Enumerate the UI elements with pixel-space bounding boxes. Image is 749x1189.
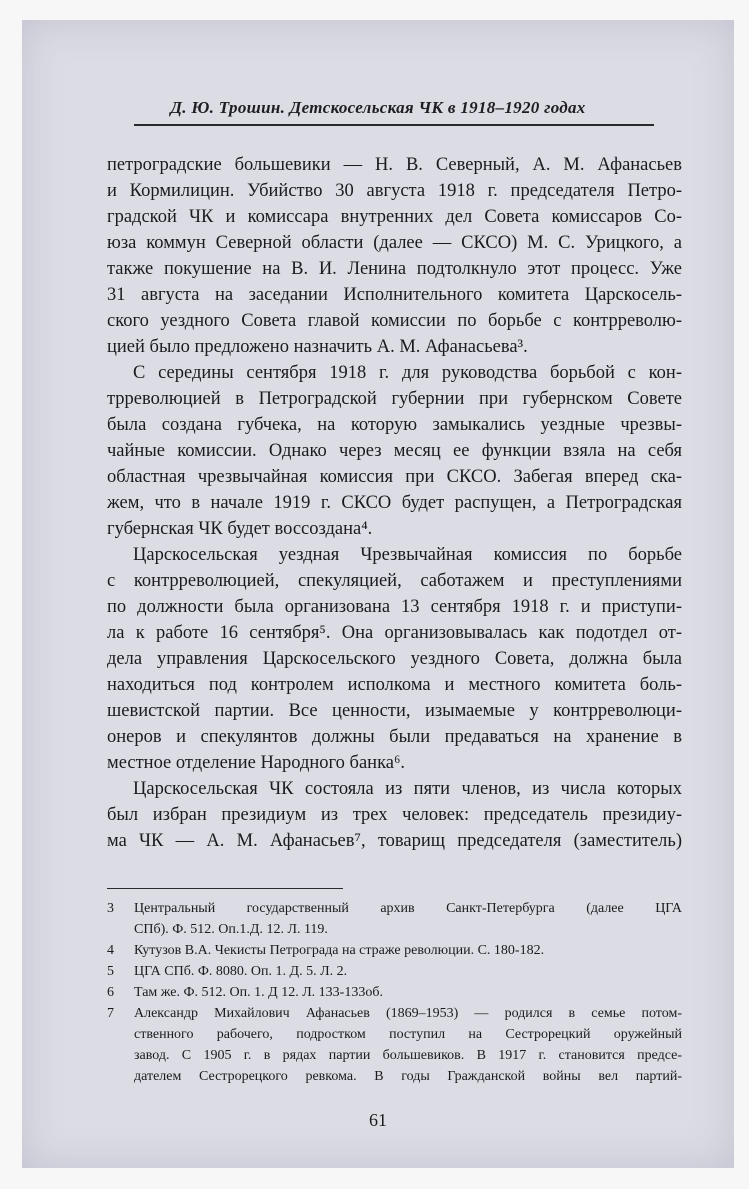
footnotes: [107, 898, 682, 1087]
footnote-line: Центральный государственный архив Санкт-Петербурга (далее ЦГА: [134, 901, 682, 916]
text-line: ма ЧК — А. М. Афанасьев⁷, товарищ председателя (заместитель): [107, 831, 682, 851]
paragraph: [107, 542, 682, 776]
text-line: областная чрезвычайная комиссия при СКСО. Забегая вперед ска-: [107, 467, 682, 487]
footnote-line: завод. С 1905 г. в рядах партии большевиков. В 1917 г. становится предсе-: [134, 1048, 682, 1063]
text-line: местное отделение Народного банка⁶.: [107, 753, 406, 773]
footnote-line: ственного рабочего, подростком поступил на Сестрорецкий оружейный: [134, 1027, 682, 1042]
text-line: по должности была организована 13 сентября 1918 г. и приступи-: [107, 597, 682, 617]
text-line: онеров и спекулянтов должны были предаваться на хранение в: [107, 727, 682, 747]
running-header: Д. Ю. Трошин. Детскосельская ЧК в 1918–1920 годах: [170, 98, 586, 117]
footnote: [107, 1003, 682, 1087]
footnote-line: Александр Михайлович Афанасьев (1869–1953) — родился в семье потом-: [134, 1006, 682, 1021]
text-line: губернская ЧК будет воссоздана⁴.: [107, 519, 373, 539]
footnote-number: 3: [107, 901, 114, 916]
text-line: трреволюцией в Петроградской губернии при губернском Совете: [107, 389, 682, 409]
footnote-line: Там же. Ф. 512. Оп. 1. Д 12. Л. 133-133об.: [134, 985, 383, 1000]
text-line: Царскосельская уездная Чрезвычайная комиссия по борьбе: [133, 545, 682, 565]
footnote: [107, 898, 682, 940]
footnote-number: 4: [107, 943, 114, 958]
footnote-rule: [107, 888, 343, 889]
text-line: ского уездного Совета главой комиссии по борьбе с контрреволю-: [107, 311, 682, 331]
text-line: и Кормилицин. Убийство 30 августа 1918 г. председателя Петро-: [107, 181, 682, 201]
book-page: [22, 20, 734, 1168]
footnote-line: дателем Сестрорецкого ревкома. В годы Гражданской войны вел партий-: [134, 1069, 682, 1084]
paragraph: [107, 360, 682, 542]
text-line: градской ЧК и комиссара внутренних дел Совета комиссаров Со-: [107, 207, 682, 227]
paragraph: [107, 776, 682, 854]
footnote-number: 6: [107, 985, 114, 1000]
text-line: цией было предложено назначить А. М. Афанасьева³.: [107, 337, 528, 357]
text-line: ла к работе 16 сентября⁵. Она организовывалась как подотдел от-: [107, 623, 682, 643]
text-line: петроградские большевики — Н. В. Северный, А. М. Афанасьев: [107, 155, 682, 175]
text-line: был избран президиум из трех человек: председатель президиу-: [107, 805, 682, 825]
paragraph: [107, 152, 682, 360]
text-line: с контрреволюцией, спекуляцией, саботажем и преступлениями: [107, 571, 682, 591]
text-line: также покушение на В. И. Ленина подтолкнуло этот процесс. Уже: [107, 259, 682, 279]
text-line: Царскосельская ЧК состояла из пяти членов, из числа которых: [133, 779, 682, 799]
footnote: [107, 961, 682, 982]
footnote: [107, 982, 682, 1003]
text-line: была создана губчека, на которую замыкались уездные чрезвы-: [107, 415, 682, 435]
text-line: 31 августа на заседании Исполнительного комитета Царскосель-: [107, 285, 682, 305]
text-line: юза коммун Северной области (далее — СКСО) М. С. Урицкого, а: [107, 233, 682, 253]
header-rule: [134, 124, 654, 126]
footnote-number: 5: [107, 964, 114, 979]
text-line: находиться под контролем исполкома и местного комитета боль-: [107, 675, 682, 695]
footnote-line: СПб). Ф. 512. Оп.1.Д. 12. Л. 119.: [134, 922, 328, 937]
text-line: шевистской партии. Все ценности, изымаемые у контрреволюци-: [107, 701, 682, 721]
footnote-line: Кутузов В.А. Чекисты Петрограда на страже революции. С. 180-182.: [134, 943, 545, 958]
text-line: чайные комиссии. Однако через месяц ее функции взяла на себя: [107, 441, 682, 461]
text-line: дела управления Царскосельского уездного Совета, должна была: [107, 649, 682, 669]
footnote-number: 7: [107, 1006, 114, 1021]
footnote-line: ЦГА СПб. Ф. 8080. Оп. 1. Д. 5. Л. 2.: [134, 964, 348, 979]
text-line: жем, что в начале 1919 г. СКСО будет распущен, а Петроградская: [107, 493, 682, 513]
footnote: [107, 940, 682, 961]
page-number: 61: [369, 1110, 387, 1130]
main-text: [107, 152, 682, 854]
text-line: С середины сентября 1918 г. для руководства борьбой с кон-: [133, 363, 682, 383]
